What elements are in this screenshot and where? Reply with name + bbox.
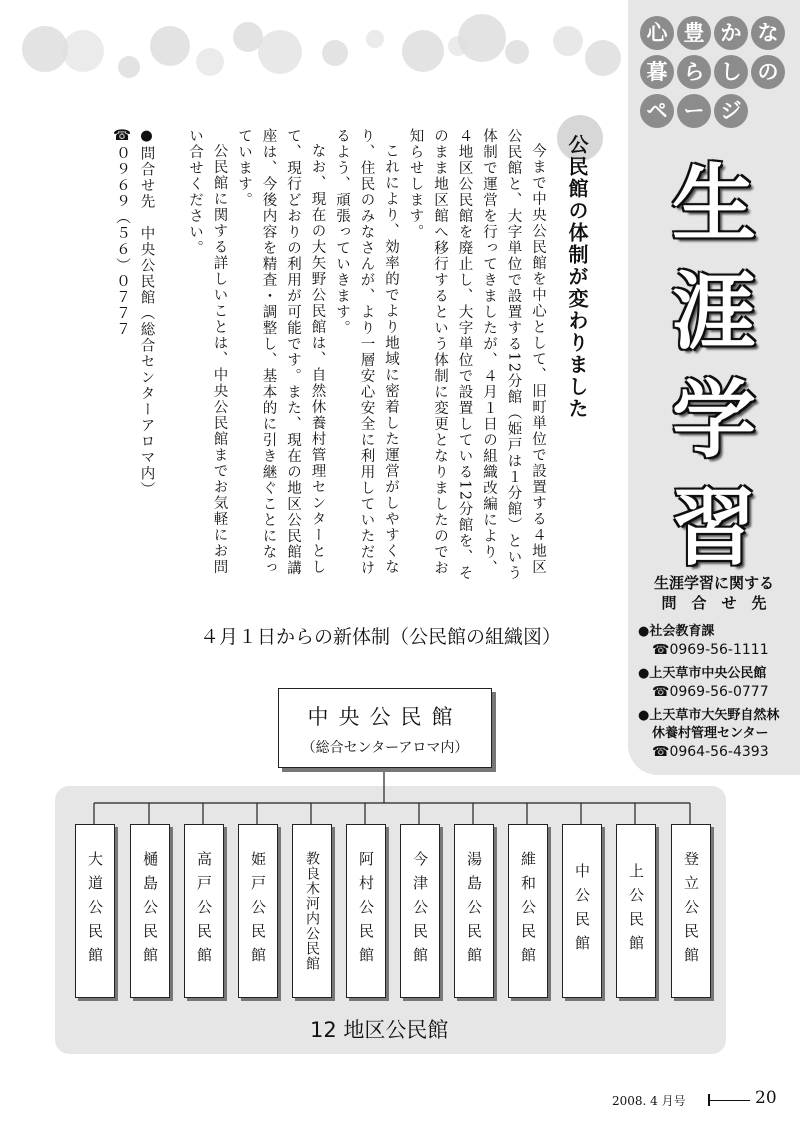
- branch-kominkan: [292, 824, 332, 998]
- branch-kominkan: [75, 824, 115, 998]
- contact-name: ●上天草市中央公民館: [638, 666, 767, 681]
- tagline-char: ら: [677, 55, 711, 89]
- branch-name: 中公民館: [573, 863, 591, 959]
- article-paragraph: 公民館に関する詳しいことは、中央公民館までお気軽にお問い合せください。: [187, 128, 228, 575]
- article-paragraph: 今まで中央公民館を中心として、旧町単位で設置する４地区公民館と、大字単位で設置する12分館（姫戸は１分館）という体制で運営を行ってきましたが、４月１日の組織改編により、４地区公民館を廃止し、大字単位で設置している12分館を、そのまま地区館へ移行するという体制に変更となりましたのでお知らせします。: [407, 128, 546, 582]
- central-kominkan-box: [278, 688, 492, 768]
- branch-name: 上公民館: [627, 863, 645, 959]
- tagline-char: な: [751, 16, 785, 50]
- branch-kominkan: [562, 824, 602, 998]
- article-contact-label: ●問合せ先 中央公民館（総合センターアロマ内）: [138, 128, 155, 498]
- contact-heading-line1: 生涯学習に関する: [653, 574, 774, 592]
- branch-name: 高戸公民館: [195, 851, 213, 971]
- tagline-char: ジ: [714, 94, 748, 128]
- article-paragraph: これにより、効率的でより地域に密着した運営がしやすくなり、住民のみなさんが、より一層安心安全に利用していただけるよう、頑張っていきます。: [334, 128, 399, 576]
- branch-kominkan: [184, 824, 224, 998]
- org-chart-title: ４月１日からの新体制（公民館の組織図）: [200, 626, 562, 648]
- tagline-char: の: [751, 55, 785, 89]
- branch-kominkan: [238, 824, 278, 998]
- branch-name: 維和公民館: [519, 851, 537, 971]
- footer-rule: [708, 1100, 750, 1101]
- article-heading: 公民館の体制が変わりました: [565, 134, 589, 420]
- contact-name-cont: 休養村管理センター: [652, 726, 769, 741]
- contact-tel: ☎0964-56-4393: [652, 744, 769, 760]
- tagline-char: 心: [640, 16, 674, 50]
- branch-kominkan: [454, 824, 494, 998]
- title-char: 習: [671, 479, 756, 577]
- branch-kominkan: [508, 824, 548, 998]
- tagline-char: ー: [677, 94, 711, 128]
- branch-name: 湯島公民館: [465, 851, 483, 971]
- branch-name: 今津公民館: [411, 851, 429, 971]
- tagline-char: 豊: [677, 16, 711, 50]
- contact-tel: ☎0969-56-1111: [652, 642, 769, 658]
- branch-name: 登立公民館: [682, 851, 700, 971]
- branch-kominkan: [400, 824, 440, 998]
- contact-name: ●上天草市大矢野自然林: [638, 708, 780, 723]
- article-contact-tel: ☎０９６９（５６）０７７７: [114, 128, 130, 338]
- tagline-char: し: [714, 55, 748, 89]
- tagline-char: か: [714, 16, 748, 50]
- org-chart-footer: 12 地区公民館: [310, 1018, 449, 1042]
- contact-heading-line2: 問 合 せ 先: [661, 594, 767, 612]
- branch-name: 教良木河内公民館: [304, 851, 320, 971]
- title-char: 生: [671, 155, 756, 253]
- title-char: 学: [671, 371, 756, 469]
- tagline-char: ペ: [640, 94, 674, 128]
- central-kominkan-name: 中央公民館: [307, 705, 463, 729]
- branch-kominkan: [346, 824, 386, 998]
- central-kominkan-location: （総合センターアロマ内）: [301, 740, 469, 756]
- tagline-char: 暮: [640, 55, 674, 89]
- title-char: 涯: [671, 263, 756, 361]
- branch-name: 阿村公民館: [357, 851, 375, 971]
- branch-name: 姫戸公民館: [249, 851, 267, 971]
- contact-tel: ☎0969-56-0777: [652, 684, 769, 700]
- branch-name: 樋島公民館: [141, 851, 159, 971]
- contact-name: ●社会教育課: [638, 624, 715, 639]
- page-number: 20: [755, 1088, 777, 1108]
- branch-kominkan: [130, 824, 170, 998]
- article-paragraph: なお、現在の大矢野公民館は、自然休養村管理センターとして、現行どおりの利用が可能です。また、現在の地区公民館講座は、今後内容を精査・調整し、基本的に引き継ぐことになっています。: [236, 128, 326, 576]
- issue-date: 2008. 4 月号: [612, 1094, 686, 1108]
- branch-kominkan: [616, 824, 656, 998]
- branch-kominkan: [671, 824, 711, 998]
- branch-name: 大道公民館: [86, 851, 104, 971]
